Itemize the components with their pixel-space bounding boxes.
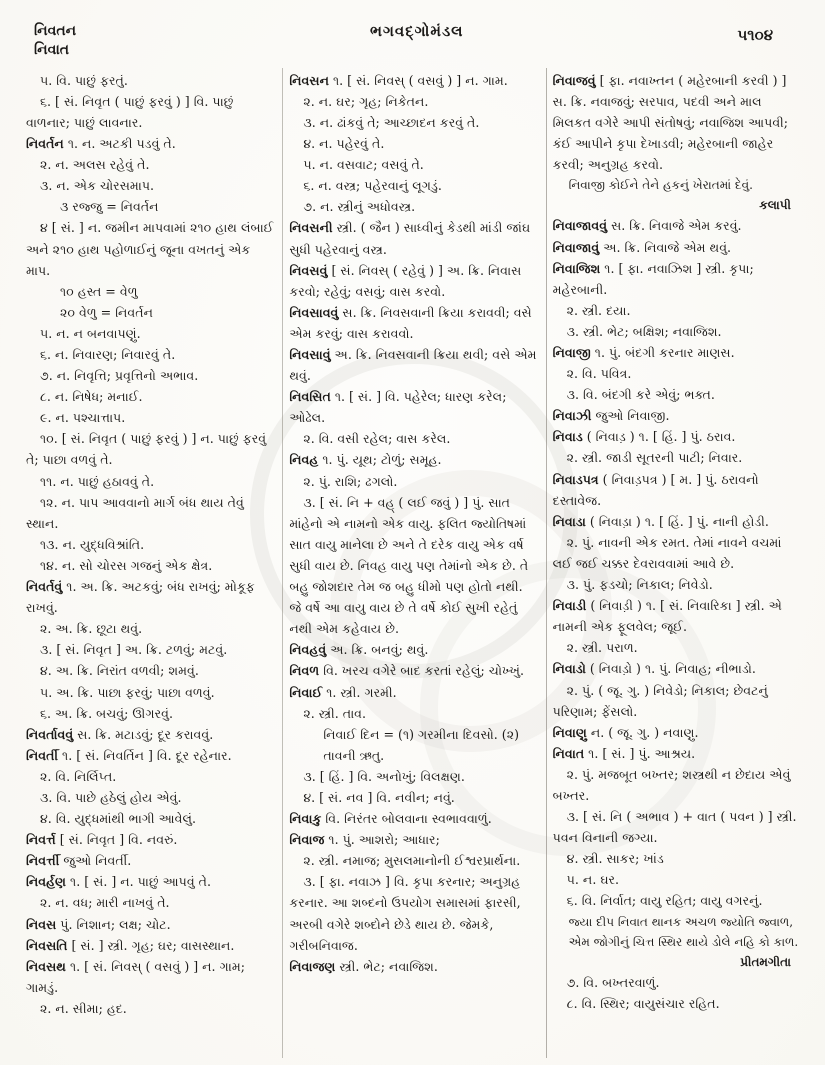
headword: નિવર્તન <box>26 136 64 152</box>
sense-line: ૨. અ. ક્રિ. છૂટા થવું. <box>40 621 143 637</box>
entry-line: નિવર્તી ૧. [ સં. નિવર્તિન ] વિ. દૂર રહેનાર. <box>26 747 232 763</box>
headword: નિવસાવવું <box>289 304 339 320</box>
headword: નિવાજ <box>289 832 325 848</box>
headword: નિવાડો <box>552 661 586 677</box>
sub-line: ૧૦ હસ્ત = વેળુ <box>60 283 138 299</box>
sense-line: ૮. વિ. સ્થિર; વાયુસંચાર રહિત. <box>566 995 720 1011</box>
headword: નિવાજી <box>552 345 591 360</box>
headword: નિવાઈ <box>289 684 323 700</box>
sense-line: ૪. ન. પહેરવું તે. <box>303 136 385 152</box>
headword: નિવસથ <box>26 958 66 974</box>
headword: નિવર્હણ <box>26 874 67 890</box>
entry-line: નિવર્ત્ત [ સં. નિવૃત ] વિ. નવરું. <box>26 832 178 848</box>
headword: નિવાડા <box>552 513 586 529</box>
headword: નિવર્તવું <box>26 579 63 595</box>
sense-line: ૫. ન. ઘર. <box>566 872 620 888</box>
entry-line: નિવાઝી જુઓ નિવાજી. <box>552 408 670 424</box>
sub-line: નિવાઈ દિન = (૧) ગરમીના દિવસો. (૨) તાવની ઋતુ. <box>323 726 520 763</box>
quote-line: જ્યા દીપ નિવાત થાનક અચળ જ્યોતિ જ્વાળ, એમ જોગીનું ચિત્ત સ્થિર થાયે ડોલે નહિ કો કાળ. <box>568 914 799 949</box>
entry-line: નિવસન ૧. [ સં. નિવસ્ ( વસવું ) ] ન. ગામ. <box>289 72 508 88</box>
sense-line: ૨. સ્ત્રી. તાવ. <box>303 705 367 721</box>
sense-line: ૩. [ સં. નિવૃત ] અ. ક્રિ. ટળવું; મટવું. <box>40 642 228 658</box>
sense-line: ૨. પું. રાશિ; ઢગલો. <box>303 473 398 489</box>
headword: નિવસતિ <box>26 937 68 953</box>
entry-line: નિવાજણ સ્ત્રી. ભેટ; નવાજિશ. <box>289 958 438 974</box>
headword: નિવાકુ <box>289 811 322 827</box>
entry-line: નિવાડા ( નિવાડ઼ા ) ૧. [ હિં. ] પું. નાની હોડી. <box>552 513 769 529</box>
page-number: ૫૧૦૪ <box>737 26 773 44</box>
sense-line: ૨. પું. નાવની એક રમત. તેમાં નાવને વચમાં લઈ જઈ ચક્કર દેવરાવવામાં આવે છે. <box>552 534 782 571</box>
entry-line: નિવાણુ ન. ( જૂ. ગુ. ) નવાણુ. <box>552 724 699 740</box>
headword: નિવાજિશ <box>552 260 601 276</box>
sense-line: ૨. વિ. નિર્લિપ્ત. <box>40 768 117 784</box>
entry-line: નિવસાવું અ. ક્રિ. નિવસવાની ક્રિયા થવી; વસે એમ થવું. <box>289 347 537 384</box>
guide-word-bottom: નિવાત <box>34 41 70 58</box>
sense-line: ૪. સ્ત્રી. સાકર; ખાંડ <box>566 851 664 867</box>
sense-line: ૬. વિ. નિર્વાત; વાયુ રહિત; વાયુ વગરનું. <box>566 893 763 909</box>
entry-line: નિવસતિ [ સં. ] સ્ત્રી. ગૃહ; ઘર; વાસસ્થાન. <box>26 937 235 953</box>
sense-line: ૫. વિ. પાછું ફરતું. <box>40 72 128 88</box>
sense-line: ૨. પું. મજબૂત બખ્તર; શસ્ત્રથી ન છેદાય એવું બખ્તર. <box>552 766 791 803</box>
entry-line: નિવળ વિ. ખરચ વગેરે બાદ કરતાં રહેલું; ચોખ્ખું. <box>289 663 524 679</box>
sense-line: ૪ [ સં. ] ન. જમીન માપવામાં ૨૧૦ હાથ લંબાઈ અને ૨૧૦ હાથ પહોળાઈનું જૂના વખતનું એક માપ. <box>26 220 274 278</box>
sense-line: ૩. પું. ફડચો; નિકાલ; નિવેડો. <box>566 577 713 593</box>
headword: નિવાત <box>552 745 585 761</box>
sense-line: ૫. અ. ક્રિ. પાછા ફરવું; પાછા વળવું. <box>40 684 215 700</box>
headword: નિવાજણ <box>289 958 336 974</box>
page-title: ભગવદ્ગોમંડલ <box>369 22 464 40</box>
sense-line: ૨. સ્ત્રી. જાડી સૂતરની પાટી; નિવાર. <box>566 450 743 466</box>
sense-line: ૨. વિ. વસી રહેલ; વાસ કરેલ. <box>303 431 451 447</box>
attribution-line: કલાપી <box>759 198 791 213</box>
headword: નિવાજાવું <box>552 239 600 255</box>
entry-line: નિવાત ૧. [ સં. ] પું. આશ્રય. <box>552 745 696 761</box>
sense-line: ૩. [ સં. નિ + વહ્ ( લઈ જવું ) ] પું. સાત માંહેનો એ નામનો એક વાયુ. ફલિત જ્યોતિષમાં સાત વાયુ માનેલા છે અને તે દરેક વાયુ એક વર્ષ સુધી વાય છે. નિવહ વાયુ પણ તેમાંનો એક છે. તે બહુ જોશદાર તેમ જ બહુ ધીમો પણ હોતો નથી. જે વર્ષે આ વાયુ વાય છે તે વર્ષે કોઈ સુખી રહેતું નથી એમ કહેવાય છે. <box>289 494 529 637</box>
sense-line: ૨. સ્ત્રી. દયા. <box>566 302 631 318</box>
entry-line: નિવસ પું. નિશાન; લક્ષ; ચોટ. <box>26 916 171 932</box>
entry-line: નિવર્તવું ૧. અ. ક્રિ. અટકવું; બંધ રાખવું; મોકૂફ રાખવું. <box>26 579 255 616</box>
entry-line: નિવર્તન ૧. ન. અટકી પડવું તે. <box>26 136 176 152</box>
sense-line: ૧૨. ન. પાપ આવવાનો માર્ગ બંધ થાય તેવું સ્થાન. <box>26 494 244 531</box>
headword: નિવાણુ <box>552 724 587 740</box>
sense-line: ૨. ન. સીમા; હદ. <box>40 1000 127 1016</box>
sense-line: ૬. અ. ક્રિ. બચવું; ઊગરવું. <box>40 705 173 721</box>
entry-line: નિવર્ત્તી જુઓ નિવર્તી. <box>26 853 132 869</box>
headword: નિવસવું <box>289 262 328 278</box>
sense-line: ૩. ન. ઢાંકવું તે; આચ્છાદન કરવું તે. <box>303 114 480 130</box>
sense-line: ૭. ન. સ્ત્રીનું અધોવસ્ત્ર. <box>303 199 416 215</box>
entry-line: નિવર્હણ ૧. [ સં. ] ન. પાછું આપવું તે. <box>26 874 212 890</box>
sense-line: ૩. સ્ત્રી. ભેટ; બક્ષિશ; નવાજિશ. <box>566 323 722 339</box>
headword: નિવસાવું <box>289 347 331 362</box>
entry-line: નિવસાવવું સ. ક્રિ. નિવસવાની ક્રિયા કરાવવી; વસે એમ કરવું; વાસ કરાવવો. <box>289 304 532 341</box>
guide-words <box>34 22 76 60</box>
sense-line: ૬. [ સં. નિવૃત ( પાછું ફરવું ) ] વિ. પાછું વાળનાર; પાછું લાવનાર. <box>26 93 234 130</box>
headword: નિવાડ <box>552 429 583 445</box>
sense-line: ૨. ન. ઘર; ગૃહ; નિકેતન. <box>303 93 429 109</box>
entry-line: નિવાડપત્ર ( નિવાડ઼પત્ર ) [ મ. ] પું. ઠરાવનો દસ્તાવેજ. <box>552 471 759 508</box>
entry-line: નિવાડી ( નિવાડ઼ી ) ૧. [ સં. નિવારિકા ] સ્ત્રી. એ નામની એક ફૂલવેલ; જૂઈ. <box>552 598 782 635</box>
sense-line: ૪. વિ. યુદ્ધમાંથી ભાગી આવેલું. <box>40 811 197 827</box>
entry-line: નિવર્તાવવું સ. ક્રિ. મટાડવું; દૂર કરાવવું. <box>26 726 214 742</box>
entry-line: નિવાજવું [ ફા. નવાખ્તન ( મહેરબાની કરવી ) ] સ. ક્રિ. નવાજવું; સરપાવ, પદવી અને માલ મિલકત વગેરે આપી સંતોષવું; નવાજિશ આપવી; કંઈ આપીને કૃપા દેખાડવી; મહેરબાની જાહેર કરવી; અનુગ્રહ કરવો. <box>552 72 789 173</box>
guide-word-top: નિવતન <box>34 23 77 39</box>
sense-line: ૨. વિ. પવિત્ર. <box>566 366 632 382</box>
sense-line: ૫. ન. ન બનવાપણું. <box>40 325 141 341</box>
headword: નિવસ <box>26 916 57 932</box>
headword: નિવાડી <box>552 598 587 614</box>
sense-line: ૨. પું. ( જૂ. ગુ. ) નિવેડો; નિકાલ; છેવટનું પરિણામ; ફેંસલો. <box>552 682 768 719</box>
column-2 <box>282 68 545 1058</box>
entry-line: નિવસની સ્ત્રી. ( જૈન ) સાધ્વીનું કેડથી માંડી જાંઘ સુધી પહેરવાનું વસ્ત્ર. <box>289 220 531 257</box>
sense-line: ૯. ન. પશ્ચાત્તાપ. <box>40 410 126 426</box>
sense-line: ૧૧. ન. પાછું હઠાવવું તે. <box>40 473 155 489</box>
headword: નિવર્તી <box>26 747 59 763</box>
sense-line: ૧૩. ન. યુદ્ધવિશ્રાંતિ. <box>40 536 145 552</box>
page-header <box>20 14 809 62</box>
entry-line: નિવસવું [ સં. નિવસ્ ( રહેવું ) ] અ. ક્રિ. નિવાસ કરવો; રહેવું; વસવું; વાસ કરવો. <box>289 262 522 299</box>
entry-line: નિવહવું અ. ક્રિ. બનવું; થવું. <box>289 642 429 658</box>
column-3 <box>546 68 809 1058</box>
sense-line: ૧૦. [ સં. નિવૃત ( પાછું ફરવું ) ] ન. પાછું ફરવું તે; પાછા વળવું તે. <box>26 431 267 468</box>
headword: નિવર્ત્તી <box>26 853 60 869</box>
sub-line: ૨૦ વેળુ = નિવર્તન <box>60 304 154 320</box>
entry-line: નિવાકુ વિ. નિરંતર બોલવાના સ્વભાવવાળું. <box>289 811 492 827</box>
quote-line: નિવાજી કોઈને તેને હકનું ખેરાતમાં દેવું. <box>568 178 753 193</box>
sense-line: ૨. ન. વધ; મારી નાખવું તે. <box>40 895 170 911</box>
entry-line: નિવાજાવું અ. ક્રિ. નિવાજે એમ થવું. <box>552 239 732 255</box>
headword: નિવસિત <box>289 389 331 405</box>
entry-line: નિવાજી ૧. પું. બંદગી કરનાર માણસ. <box>552 345 735 360</box>
sense-line: ૭. ન. નિવૃત્તિ; પ્રવૃત્તિનો અભાવ. <box>40 368 199 384</box>
headword: નિવહવું <box>289 642 327 658</box>
entry-line: નિવાડો ( નિવાડ઼ો ) ૧. પું. નિવાહ; નીભાડો. <box>552 661 756 677</box>
sense-line: ૬. ન. નિવારણ; નિવારવું તે. <box>40 347 176 362</box>
sense-line: ૩. વિ. પાછે હઠેલું હોય એવું. <box>40 789 182 805</box>
columns-container <box>20 68 809 1058</box>
entry-line: નિવાઈ ૧. સ્ત્રી. ગરમી. <box>289 684 397 700</box>
entry-line: નિવહ ૧. પું. યૂથ; ટોળું; સમૂહ. <box>289 452 442 468</box>
headword: નિવર્તાવવું <box>26 726 74 742</box>
entry-line: નિવસિત ૧. [ સં. ] વિ. પહેરેલ; ધારણ કરેલ; ઓઢેલ. <box>289 389 507 426</box>
sense-line: ૨. ન. અલસ રહેવું તે. <box>40 157 150 173</box>
headword: નિવહ <box>289 452 319 468</box>
sense-line: ૨. સ્ત્રી. નમાજ; મુસલમાનોની ઈશ્વરપ્રાર્થના. <box>303 853 521 869</box>
sense-line: ૩. [ હિં. ] વિ. અનોખું; વિલક્ષણ. <box>303 768 465 784</box>
sense-line: ૫. ન. વસવાટ; વસવું તે. <box>303 157 424 173</box>
sense-line: ૩. [ સં. નિ ( અભાવ ) + વાત ( પવન ) ] સ્ત્રી. પવન વિનાની જગ્યા. <box>552 809 797 846</box>
sense-line: ૪. અ. ક્રિ. નિરાંત વળવી; શમવું. <box>40 663 199 679</box>
sense-line: ૮. ન. નિષેધ; મનાઈ. <box>40 389 143 405</box>
entry-line: નિવસથ ૧. [ સં. નિવસ્ ( વસવું ) ] ન. ગામ; ગામડું. <box>26 958 245 995</box>
sense-line: ૩. ન. એક ચોરસમાપ. <box>40 178 155 194</box>
sub-line: ૩ રજ્જુ = નિવર્તન <box>60 199 159 215</box>
sense-line: ૭. વિ. બખ્તરવાળું. <box>566 974 660 990</box>
entry-line: નિવાજ ૧. પું. આશરો; આધાર; <box>289 832 440 848</box>
headword: નિવળ <box>289 663 320 679</box>
sense-line: ૩. [ ફા. નવાઝ ] વિ. કૃપા કરનાર; અનુગ્રહ કરનાર. આ શબ્દનો ઉપયોગ સમાસમાં ફારસી, અરબી વગેરે શબ્દોને છેડે થાય છે. જેમકે, ગરીબનિવાજ. <box>289 874 521 953</box>
headword: નિવસન <box>289 72 329 88</box>
attribution-line: પ્રીતમગીતા <box>740 954 791 969</box>
sense-line: ૨. સ્ત્રી. પરાળ. <box>566 640 638 656</box>
entry-line: નિવાડ ( નિવાડ઼ ) ૧. [ હિં. ] પું. ઠરાવ. <box>552 429 736 445</box>
column-1 <box>20 68 282 1058</box>
headword: નિવાજવું <box>552 72 596 88</box>
headword: નિવાજાવવું <box>552 218 608 234</box>
entry-line: નિવાજાવવું સ. ક્રિ. નિવાજે એમ કરવું. <box>552 218 742 234</box>
headword: નિવર્ત્ત <box>26 832 56 848</box>
sense-line: ૬. ન. વસ્ત્ર; પહેરવાનું લૂગડું. <box>303 178 442 194</box>
sense-line: ૩. વિ. બંદગી કરે એવું; ભક્ત. <box>566 387 715 403</box>
headword: નિવાડપત્ર <box>552 471 599 487</box>
sense-line: ૪. [ સં. નવ ] વિ. નવીન; નવું. <box>303 789 455 805</box>
sense-line: ૧૪. ન. સો ચોરસ ગજનું એક ક્ષેત્ર. <box>40 557 213 573</box>
entry-line: નિવાજિશ ૧. [ ફા. નવાઝિશ ] સ્ત્રી. કૃપા; મહેરબાની. <box>552 260 754 297</box>
headword: નિવાઝી <box>552 408 592 424</box>
headword: નિવસની <box>289 220 333 236</box>
